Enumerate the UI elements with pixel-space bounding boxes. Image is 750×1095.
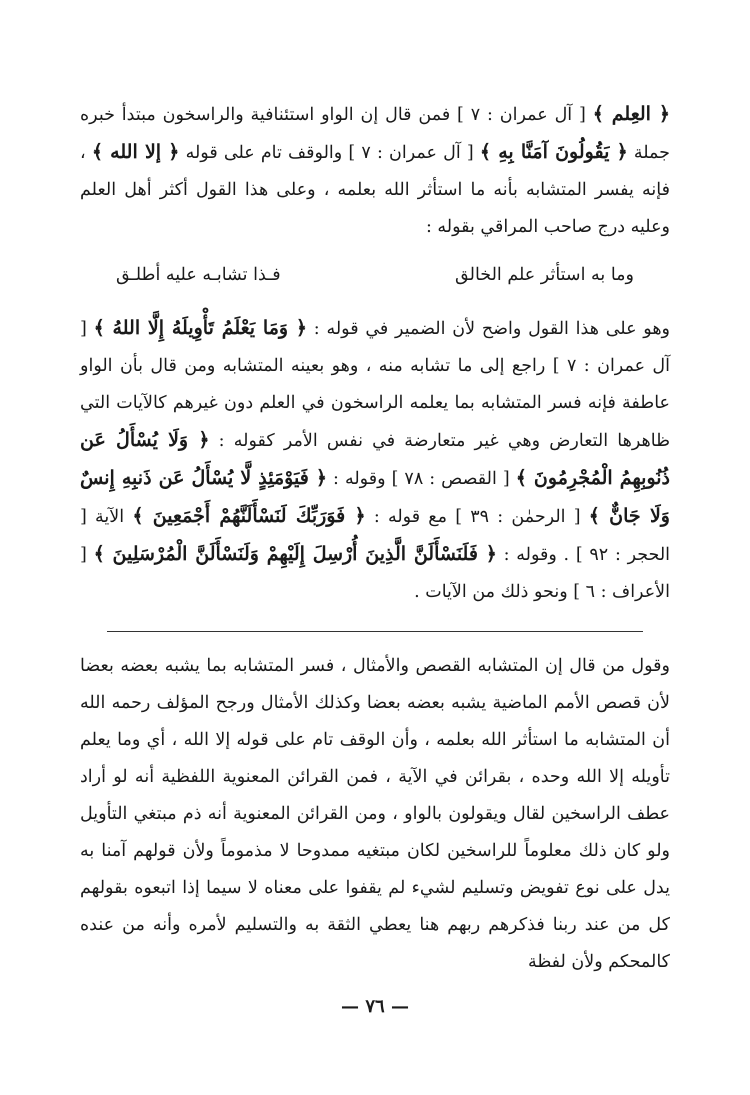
quran-quote: ﴿ العِلم ﴾ bbox=[592, 103, 670, 125]
text-run: [ القصص : ٧٨ ] وقوله : bbox=[327, 469, 516, 489]
text-run: الآية [ الحجر : ٩٢ ] . وقوله : bbox=[80, 507, 671, 565]
quran-quote: ﴿ فَلَنَسْأَلَنَّ الَّذِينَ أُرْسِلَ إِلَيْهِمْ وَلَنَسْأَلَنَّ الْمُرْسَلِينَ ﴾ bbox=[93, 543, 497, 565]
page-number: — ٧٦ — bbox=[341, 996, 409, 1017]
text-run: [ الرحمٰن : ٣٩ ] مع قوله : bbox=[365, 507, 589, 527]
text-run: ، فإنه يفسر المتشابه بأنه ما استأثر الله بعلمه ، وعلى هذا القول أكثر أهل العلم وعليه درج صاحب المراقي بقوله : bbox=[80, 143, 670, 237]
quran-quote: ﴿ إلا الله ﴾ bbox=[91, 141, 180, 163]
verse-first-hemistich: وما به استأثر علم الخالق bbox=[455, 265, 634, 285]
text-run: [ آل عمران : ٧ ] راجع إلى ما تشابه منه ، وهو بعينه المتشابه ومن قال بأن الواو عاطفة فإنه فسر المتشابه بما يعلمه الراسخون في العلم دون غيرهم كالآيات التي ظاهرها التعارض وهي غير متعارضة في نفس الأمر كقوله : bbox=[80, 319, 671, 451]
section-divider bbox=[107, 631, 643, 632]
paragraph-2 bbox=[80, 310, 670, 611]
paragraph-3 bbox=[80, 648, 670, 981]
quran-quote: ﴿ وَلَا يُسْأَلُ عَن ذُنُوبِهِمُ الْمُجْرِمُونَ ﴾ bbox=[80, 429, 671, 489]
text-run: [ الأعراف : ٦ ] ونحو ذلك من الآيات . bbox=[80, 545, 670, 602]
quran-quote: ﴿ وَمَا يَعْلَمُ تَأْوِيلَهُ إِلَّا اللهُ ﴾ bbox=[93, 317, 308, 339]
quran-quote: ﴿ يَقُولُونَ آمَنَّا بِهِ ﴾ bbox=[479, 141, 628, 163]
text-run: [ آل عمران : ٧ ] فمن قال إن الواو استئنافية والراسخون مبتدأ خبره جملة bbox=[80, 105, 670, 163]
verse-second-hemistich: فـذا تشابـه عليه أطلـق bbox=[116, 265, 281, 285]
quran-quote: ﴿ فَيَوْمَئِذٍ لَّا يُسْأَلُ عَن ذَنبِهِ إِنسٌ وَلَا جَانٌّ ﴾ bbox=[80, 467, 670, 527]
quran-quote: ﴿ فَوَرَبِّكَ لَنَسْأَلَنَّهُمْ أَجْمَعِينَ ﴾ bbox=[132, 505, 366, 527]
text-run: [ آل عمران : ٧ ] والوقف تام على قوله bbox=[179, 143, 480, 163]
poetry-verse bbox=[116, 257, 634, 294]
text-run: وقول من قال إن المتشابه القصص والأمثال ، فسر المتشابه بما يشبه بعضه بعضا لأن قصص الأمم الماضية يشبه بعضه بعضا وكذلك الأمثال ورجح المؤلف رحمه الله أن المتشابه ما استأثر الله بعلمه ، وأن الوقف تام على قوله إلا الله ، أي وما يعلم تأويله إلا الله وحده ، بقرائن في الآية ، فمن القرائن المعنوية اللفظية أنه لو أراد عطف الراسخين لقال ويقولون بالواو ، ومن القرائن المعنوية أنه ذم مبتغي التأويل ولو كان ذلك معلوماً للراسخين لكان مبتغيه ممدوحا لا مذموماً ولأن قولهم آمنا به يدل على نوع تفويض وتسليم لشيء لم يقفوا على معناه لا سيما إذا اتبعوه بقولهم كل من عند ربنا فذكرهم ربهم هنا يعطي الثقة به والتسليم لأمره وأنه من عنده كالمحكم ولأن لفظة bbox=[80, 656, 670, 972]
text-run: وهو على هذا القول واضح لأن الضمير في قوله : bbox=[307, 319, 671, 339]
paragraph-1 bbox=[80, 96, 670, 246]
